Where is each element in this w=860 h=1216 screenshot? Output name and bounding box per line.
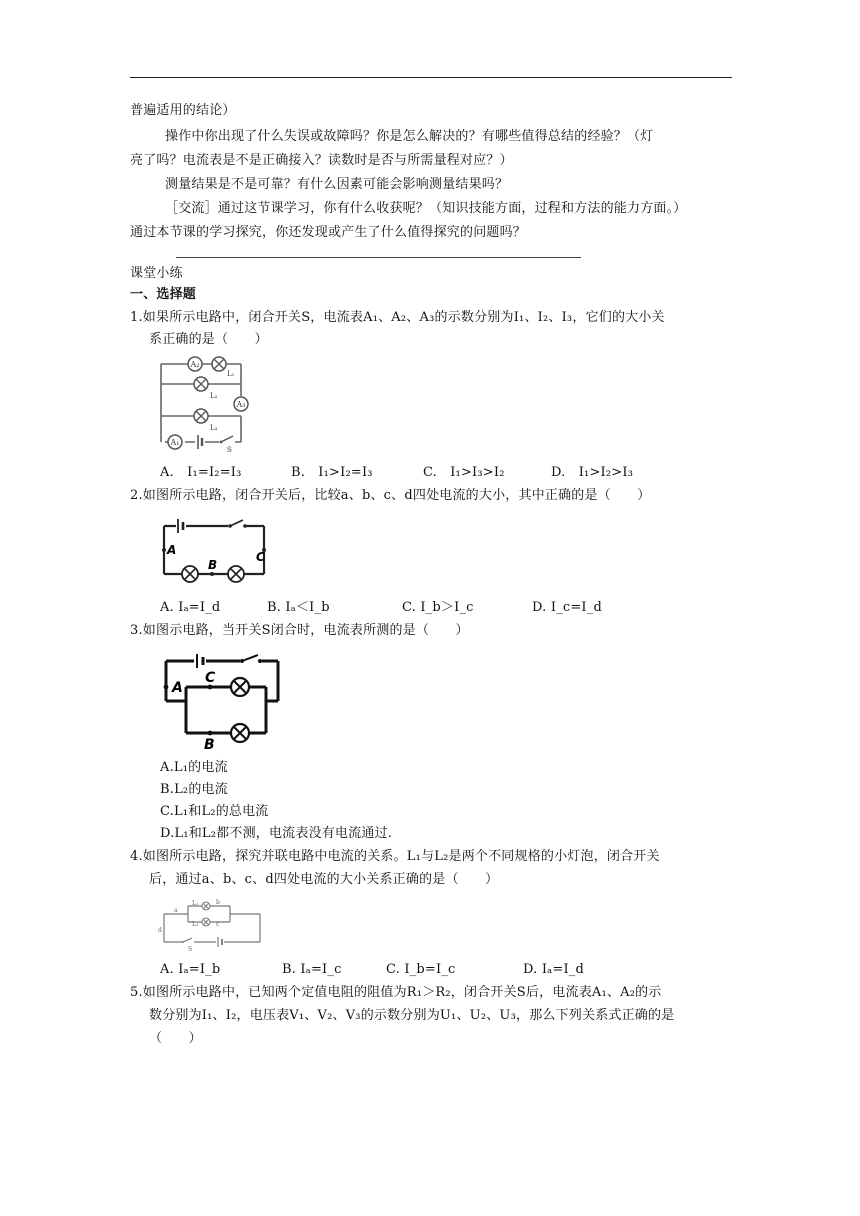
q2-option-b[interactable]: B. Iₐ＜I_b [267, 600, 330, 615]
ammeter-a2 [188, 357, 202, 371]
lamp-2-icon [228, 566, 244, 582]
section-title: 课堂小练 [130, 266, 183, 281]
q5-stem-line-1: 5.如图所示电路中，已知两个定值电阻的阻值为R₁＞R₂，闭合开关S后，电流表A₁、A₂的示 [130, 985, 662, 1000]
q2-option-a[interactable]: A. Iₐ=I_d [160, 600, 221, 615]
q3-option-b[interactable]: B.L₂的电流 [160, 782, 228, 797]
battery-icon [176, 518, 186, 534]
q2-stem-line-1: 2.如图所示电路，闭合开关后，比较a、b、c、d四处电流的大小，其中正确的是（ ） [130, 488, 651, 503]
q5-stem-line-3: （ ） [149, 1031, 202, 1046]
lamp-l1-icon [212, 357, 226, 371]
q3-label-b: B [204, 737, 215, 751]
q1-label-a3: A₃ [236, 400, 246, 409]
intro-line-6: 通过本节课的学习探究，你还发现或产生了什么值得探究的问题吗？ [130, 225, 527, 240]
q3-circuit-diagram [158, 651, 286, 751]
q2-circuit-diagram [156, 514, 271, 586]
point-a-dot [162, 548, 166, 552]
q1-option-b[interactable]: B. I₁>I₂=I₃ [291, 465, 373, 480]
q1-label-l1: L₁ [227, 370, 235, 378]
point-a-dot [164, 685, 169, 690]
point-b-dot [208, 731, 213, 736]
point-b-dot [210, 572, 214, 576]
q5-stem-line-2: 数分别为I₁、I₂，电压表V₁、V₂、V₃的示数分别为U₁、U₂、U₃，那么下列关系式正确的是 [149, 1008, 675, 1023]
q2-label-a: A [167, 543, 177, 557]
q1-label-a2: A₂ [190, 360, 200, 369]
separator-rule [176, 257, 581, 258]
intro-line-2: 操作中你出现了什么失误或故障吗？你是怎么解决的？有哪些值得总结的经验？（灯 [165, 129, 654, 144]
intro-line-5: ［交流］通过这节课学习，你有什么收获呢？（知识技能方面，过程和方法的能力方面。） [165, 201, 687, 216]
q4-label-c: c [216, 921, 220, 928]
q1-circuit-diagram [155, 356, 260, 452]
intro-line-4: 测量结果是不是可靠？有什么因素可能会影响测量结果吗？ [165, 177, 509, 192]
q3-stem-line-1: 3.如图示电路，当开关S闭合时，电流表所测的是（ ） [130, 623, 469, 638]
q2-label-b: B [208, 558, 218, 572]
lamp-l2-icon [202, 918, 210, 926]
switch-icon [182, 938, 194, 946]
q3-label-a: A [172, 680, 183, 696]
q1-label-a1: A₁ [170, 438, 180, 447]
q4-option-a[interactable]: A. Iₐ=I_b [160, 962, 221, 977]
q4-option-d[interactable]: D. Iₐ=I_d [523, 962, 585, 977]
battery-icon [195, 435, 205, 449]
q4-label-a: a [174, 907, 178, 914]
q1-label-l2: L₂ [210, 392, 218, 400]
switch-icon [240, 653, 262, 667]
q2-label-c: C [256, 550, 265, 564]
lamp-l3-icon [194, 409, 208, 423]
lamp-1-icon [182, 566, 198, 582]
q4-option-c[interactable]: C. I_b=I_c [386, 962, 456, 977]
q4-label-l1: L₁ [192, 900, 199, 907]
q3-label-c: C [205, 670, 216, 686]
q4-circuit-diagram [158, 896, 268, 952]
q4-stem-line-2: 后，通过a、b、c、d四处电流的大小关系正确的是（ ） [149, 872, 499, 887]
q1-stem-line-2: 系正确的是（ ） [149, 332, 268, 347]
q4-label-b: b [216, 899, 220, 906]
q2-option-d[interactable]: D. I_c=I_d [532, 600, 602, 615]
q4-stem-line-1: 4.如图所示电路，探究并联电路中电流的关系。L₁与L₂是两个不同规格的小灯泡，闭合开关 [130, 849, 660, 864]
intro-line-1: 普遍适用的结论） [130, 103, 236, 118]
lamp-l1-icon [231, 678, 249, 696]
battery-icon [216, 936, 224, 948]
top-rule [130, 77, 732, 78]
q1-option-d[interactable]: D. I₁>I₂>I₃ [551, 465, 634, 480]
q3-option-a[interactable]: A.L₁的电流 [160, 760, 228, 775]
q1-stem-line-1: 1.如果所示电路中，闭合开关S，电流表A₁、A₂、A₃的示数分别为I₁、I₂、I₃，它们的大小关 [130, 310, 665, 325]
q3-option-c[interactable]: C.L₁和L₂的总电流 [160, 804, 269, 819]
switch-icon [228, 518, 247, 532]
ammeter-a1 [168, 435, 182, 449]
lamp-l2-icon [194, 377, 208, 391]
q4-label-s: S [188, 946, 193, 952]
switch-s-icon [219, 436, 235, 446]
q1-label-s: S [227, 446, 232, 452]
q4-label-l2: L₂ [192, 921, 199, 928]
section-subtitle: 一、选择题 [130, 287, 197, 302]
q4-label-d: d [158, 927, 162, 934]
q1-option-a[interactable]: A. I₁=I₂=I₃ [160, 465, 242, 480]
q3-option-d[interactable]: D.L₁和L₂都不测，电流表没有电流通过. [160, 826, 393, 841]
q2-option-c[interactable]: C. I_b＞I_c [402, 600, 474, 615]
q1-label-l3: L₃ [210, 424, 218, 432]
q1-option-c[interactable]: C. I₁>I₃>I₂ [423, 465, 505, 480]
q4-option-b[interactable]: B. Iₐ=I_c [282, 962, 342, 977]
lamp-l1-icon [202, 902, 210, 910]
intro-line-3: 亮了吗？电流表是不是正确接入？读数时是否与所需量程对应？） [130, 153, 513, 168]
battery-icon [194, 653, 206, 669]
ammeter-a3 [234, 397, 248, 411]
lamp-l2-icon [231, 724, 249, 742]
